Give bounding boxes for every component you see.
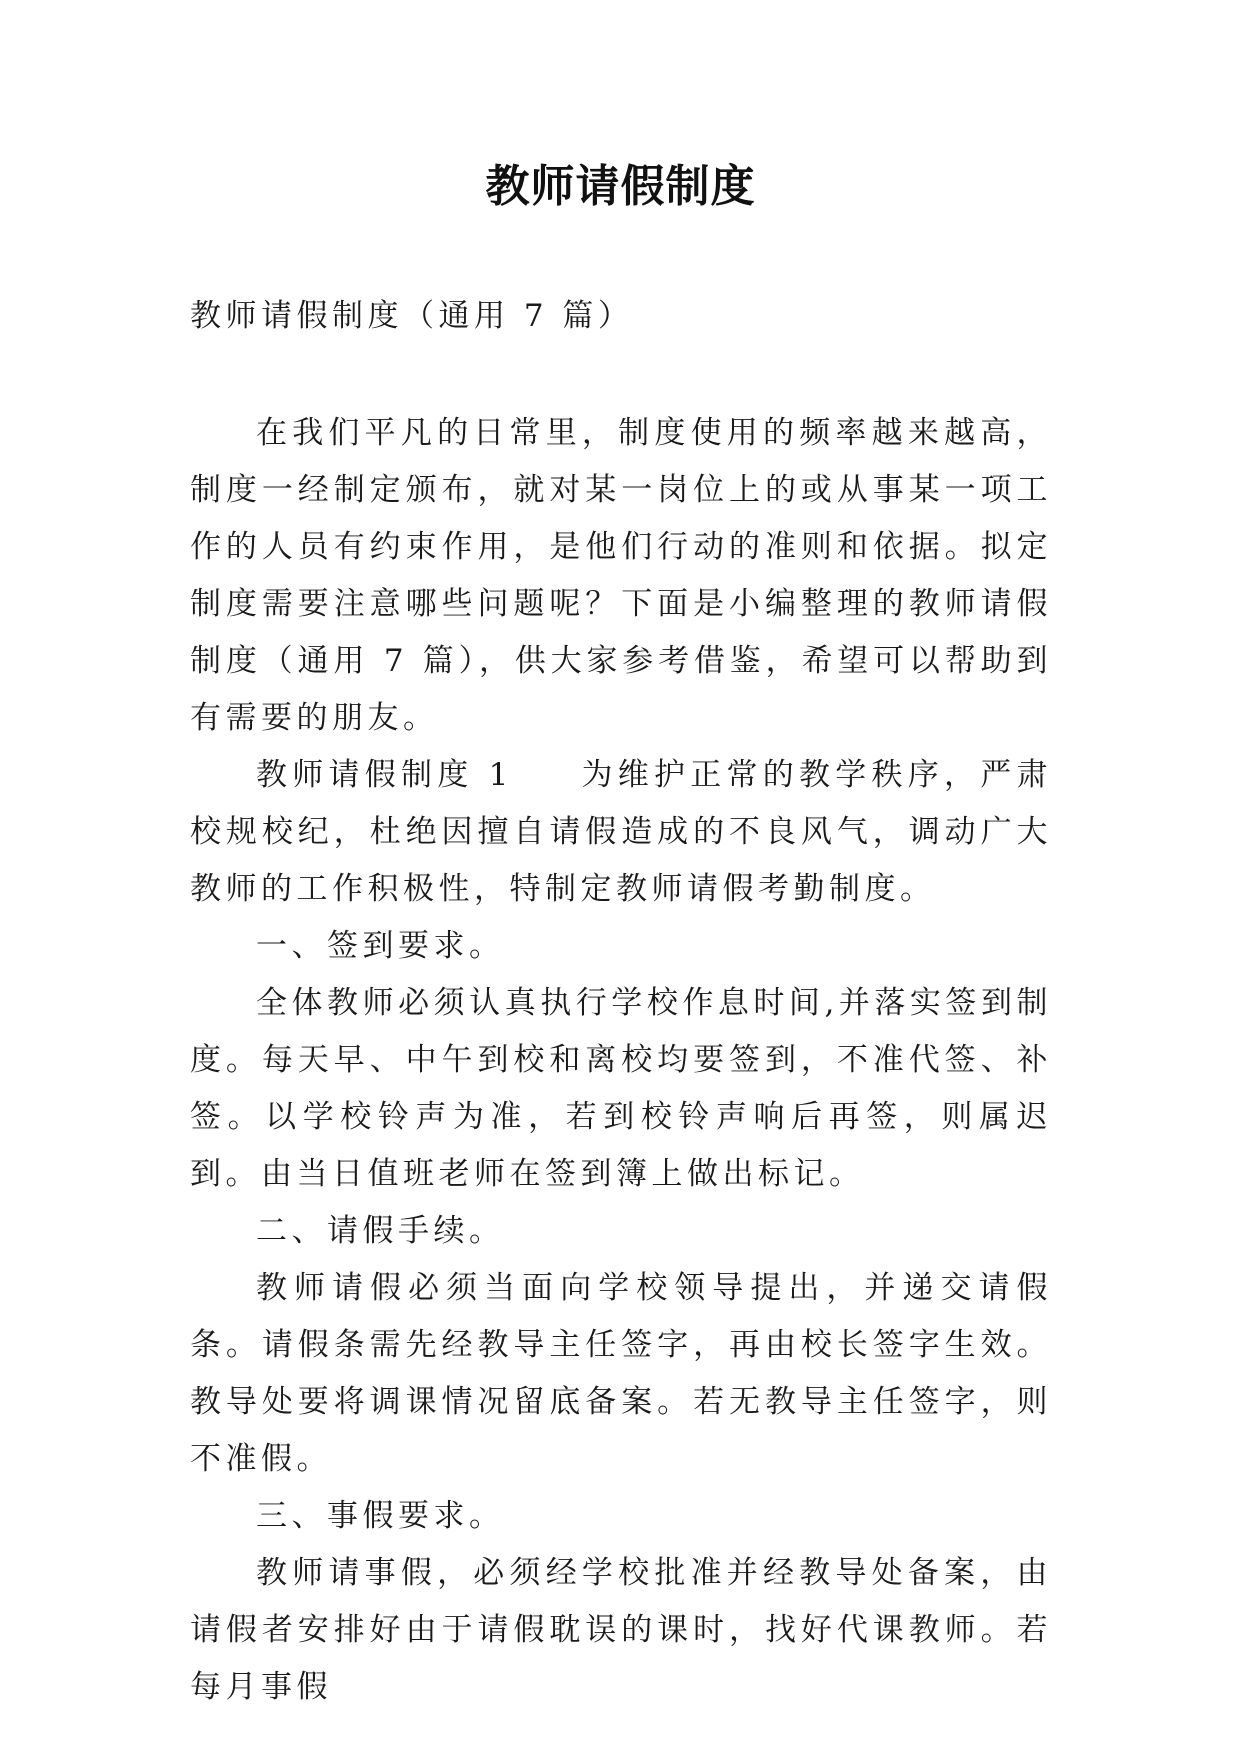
item-1-heading: 一、签到要求。 bbox=[256, 928, 505, 964]
intro-paragraph: 在我们平凡的日常里，制度使用的频率越来越高，制度一经制定颁布，就对某一岗位上的或从事某一项工作的人员有约束作用，是他们行动的准则和依据。拟定制度需要注意哪些问题呢？下面是小编整理的教师请假制度（通用 7 篇），供大家参考借鉴，希望可以帮助到有需要的朋友。 bbox=[190, 415, 1052, 736]
item-2-heading: 二、请假手续。 bbox=[256, 1213, 505, 1249]
item-2-paragraph: 教师请假必须当面向学校领导提出，并递交请假条。请假条需先经教导主任签字，再由校长签字生效。教导处要将调课情况留底备案。若无教导主任签字，则不准假。 bbox=[190, 1270, 1052, 1477]
document-body bbox=[190, 405, 1052, 1716]
section-1-paragraph bbox=[190, 747, 1052, 918]
item-3-paragraph: 教师请事假，必须经学校批准并经教导处备案，由请假者安排好由于请假耽误的课时，找好代课教师。若每月事假 bbox=[190, 1555, 1052, 1705]
document-subtitle: 教师请假制度（通用 7 篇） bbox=[190, 298, 634, 334]
section-1-heading: 教师请假制度 1 bbox=[256, 757, 513, 793]
item-3-heading: 三、事假要求。 bbox=[256, 1498, 505, 1534]
section-1-text: 为维护正常的教学秩序，严肃校规校纪，杜绝因擅自请假造成的不良风气，调动广大教师的工作积极性，特制定教师请假考勤制度。 bbox=[190, 757, 1053, 907]
document-title: 教师请假制度 bbox=[485, 161, 756, 212]
item-1-paragraph: 全体教师必须认真执行学校作息时间,并落实签到制度。每天早、中午到校和离校均要签到，不准代签、补签。以学校铃声为准，若到校铃声响后再签，则属迟到。由当日值班老师在签到簿上做出标记。 bbox=[190, 985, 1052, 1192]
